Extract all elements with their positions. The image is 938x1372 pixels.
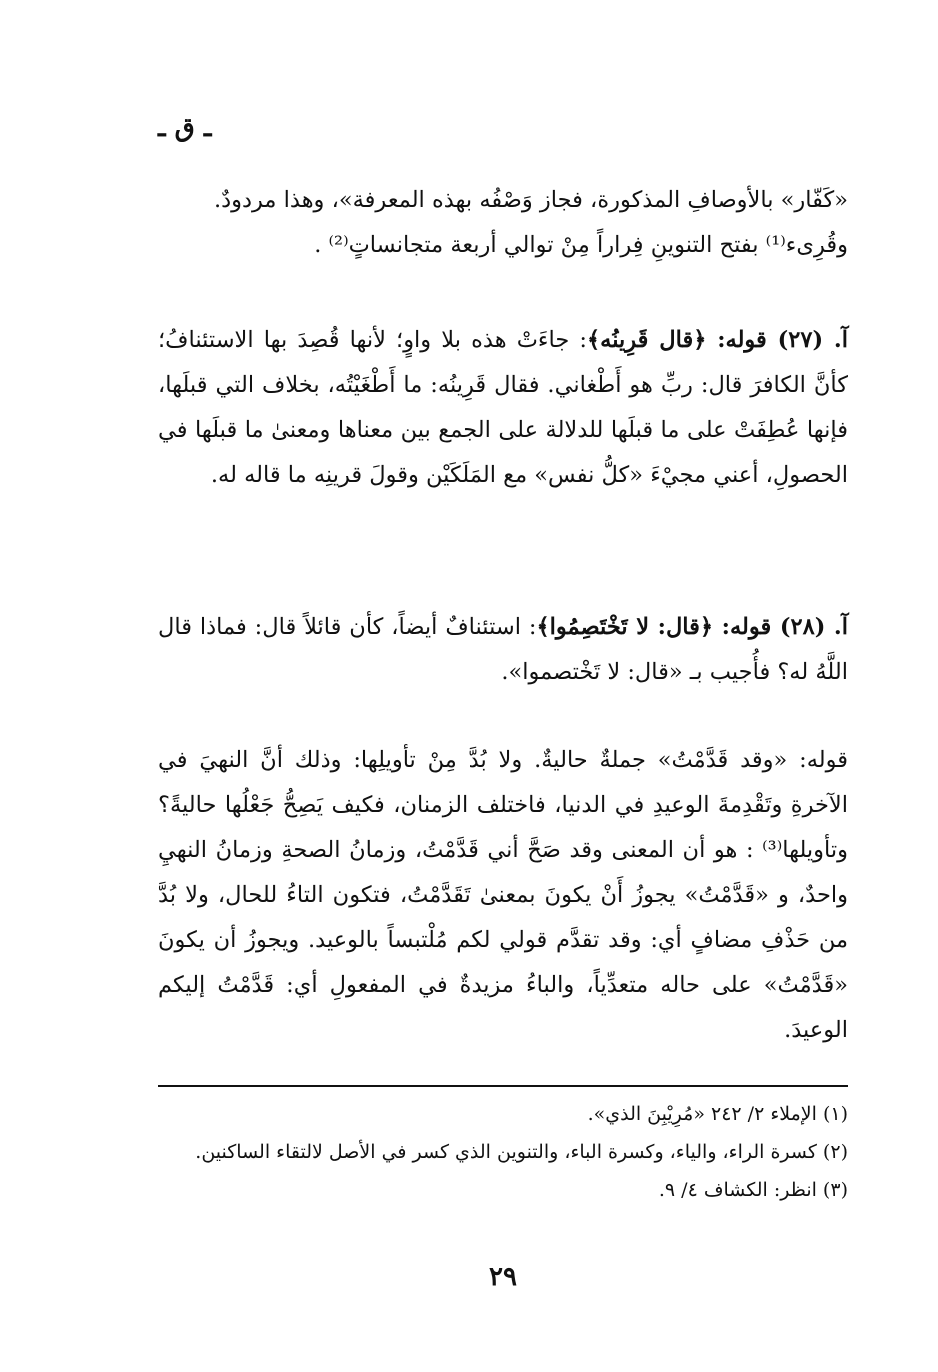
paragraph-2-body [158, 318, 848, 498]
footnote-divider [158, 1085, 848, 1087]
footnotes [158, 1095, 848, 1209]
footnote-2: (٢) كسرة الراء، والياء، وكسرة الباء، والتنوين الذي كسر في الأصل لالتقاء الساكنين. [195, 1141, 848, 1163]
paragraph-2 [158, 318, 848, 498]
paragraph-3 [158, 605, 848, 695]
verse-28-commentary: : استئنافٌ أيضاً، كأن قائلاً قال: فماذا قال اللَّهُ له؟ فأُجيب بـ «قال: لا تَخْتصموا». [158, 614, 848, 685]
paragraph-1-line-1: «كَفّار» بالأوصافِ المذكورة، فجاز وَصْفُه بهذه المعرفة»، وهذا مردودٌ. [213, 187, 848, 213]
paragraph-4-body: قوله: «وقد قَدَّمْتُ» جملةٌ حاليةٌ. ولا بُدَّ مِنْ تأويلِها: وذلك أنَّ النهيَ في الآخرةِ وتَقْدِمةَ الوعيدِ في الدنيا، فاختلف الزمنان، فكيف يَصِحُّ جَعْلُها حاليةً؟ وتأويلها⁽³⁾ : هو أن المعنى وقد صَحَّ أني قَدَّمْتُ، وزمانُ الصحةِ وزمانُ النهيِ واحدٌ، و «قَدَّمْتُ» يجوزُ أَنْ يكونَ بمعنىٰ تَقَدَّمْتُ، فتكون التاءُ للحال، ولا بُدَّ من حَذْفِ مضافٍ أي: وقد تقدَّم قولي لكم مُلْتبساً بالوعيد. ويجوزُ أن يكونَ «قَدَّمْتُ» على حاله متعدِّياً، والباءُ مزيدةٌ في المفعولِ أي: قَدَّمْتُ إليكم الوعيدَ. [158, 747, 848, 1043]
book-page [158, 0, 848, 1372]
page-number: ٢٩ [489, 1262, 517, 1292]
footnote-1: (١) الإملاء ٢/ ٢٤٢ «مُرِيْبِنَ الذي». [587, 1103, 848, 1125]
paragraph-4 [158, 738, 848, 1053]
verse-27-commentary: : جاءَتْ هذه بلا واوٍ؛ لأنها قُصِدَ بها الاستئنافُ؛ كأنَّ الكافرَ قال: ربِّ هو أَطْغاني. فقال قَرِينُه: ما أَطْغَيْتُه، بخلاف التي قبلَها، فإنها عُطِفَتْ على ما قبلَها للدلالة على الجمع بين معناها ومعنىٰ ما قبلَها في الحصولِ، أعني مجيْءَ «كلُّ نفس» مع المَلَكَيْن وقولَ قرينِه ما قاله له. [158, 327, 848, 488]
verse-27-heading: آ. (٢٧) قوله: ﴿قال قَرِينُه﴾ [586, 327, 848, 353]
footnote-3: (٣) انظر: الكشاف ٤/ ٩. [658, 1179, 848, 1201]
paragraph-1 [158, 178, 848, 268]
running-head [158, 108, 848, 148]
running-head-text: ـ ق ـ [158, 113, 212, 143]
paragraph-1-line-2: وقُرِىء⁽¹⁾ بفتح التنوينِ فِراراً مِنْ توالي أربعة متجانساتٍ⁽²⁾ . [314, 232, 848, 258]
verse-28-heading: آ. (٢٨) قوله: ﴿قال: لا تَخْتَصِمُوا﴾ [536, 614, 849, 640]
paragraph-3-body [158, 605, 848, 695]
